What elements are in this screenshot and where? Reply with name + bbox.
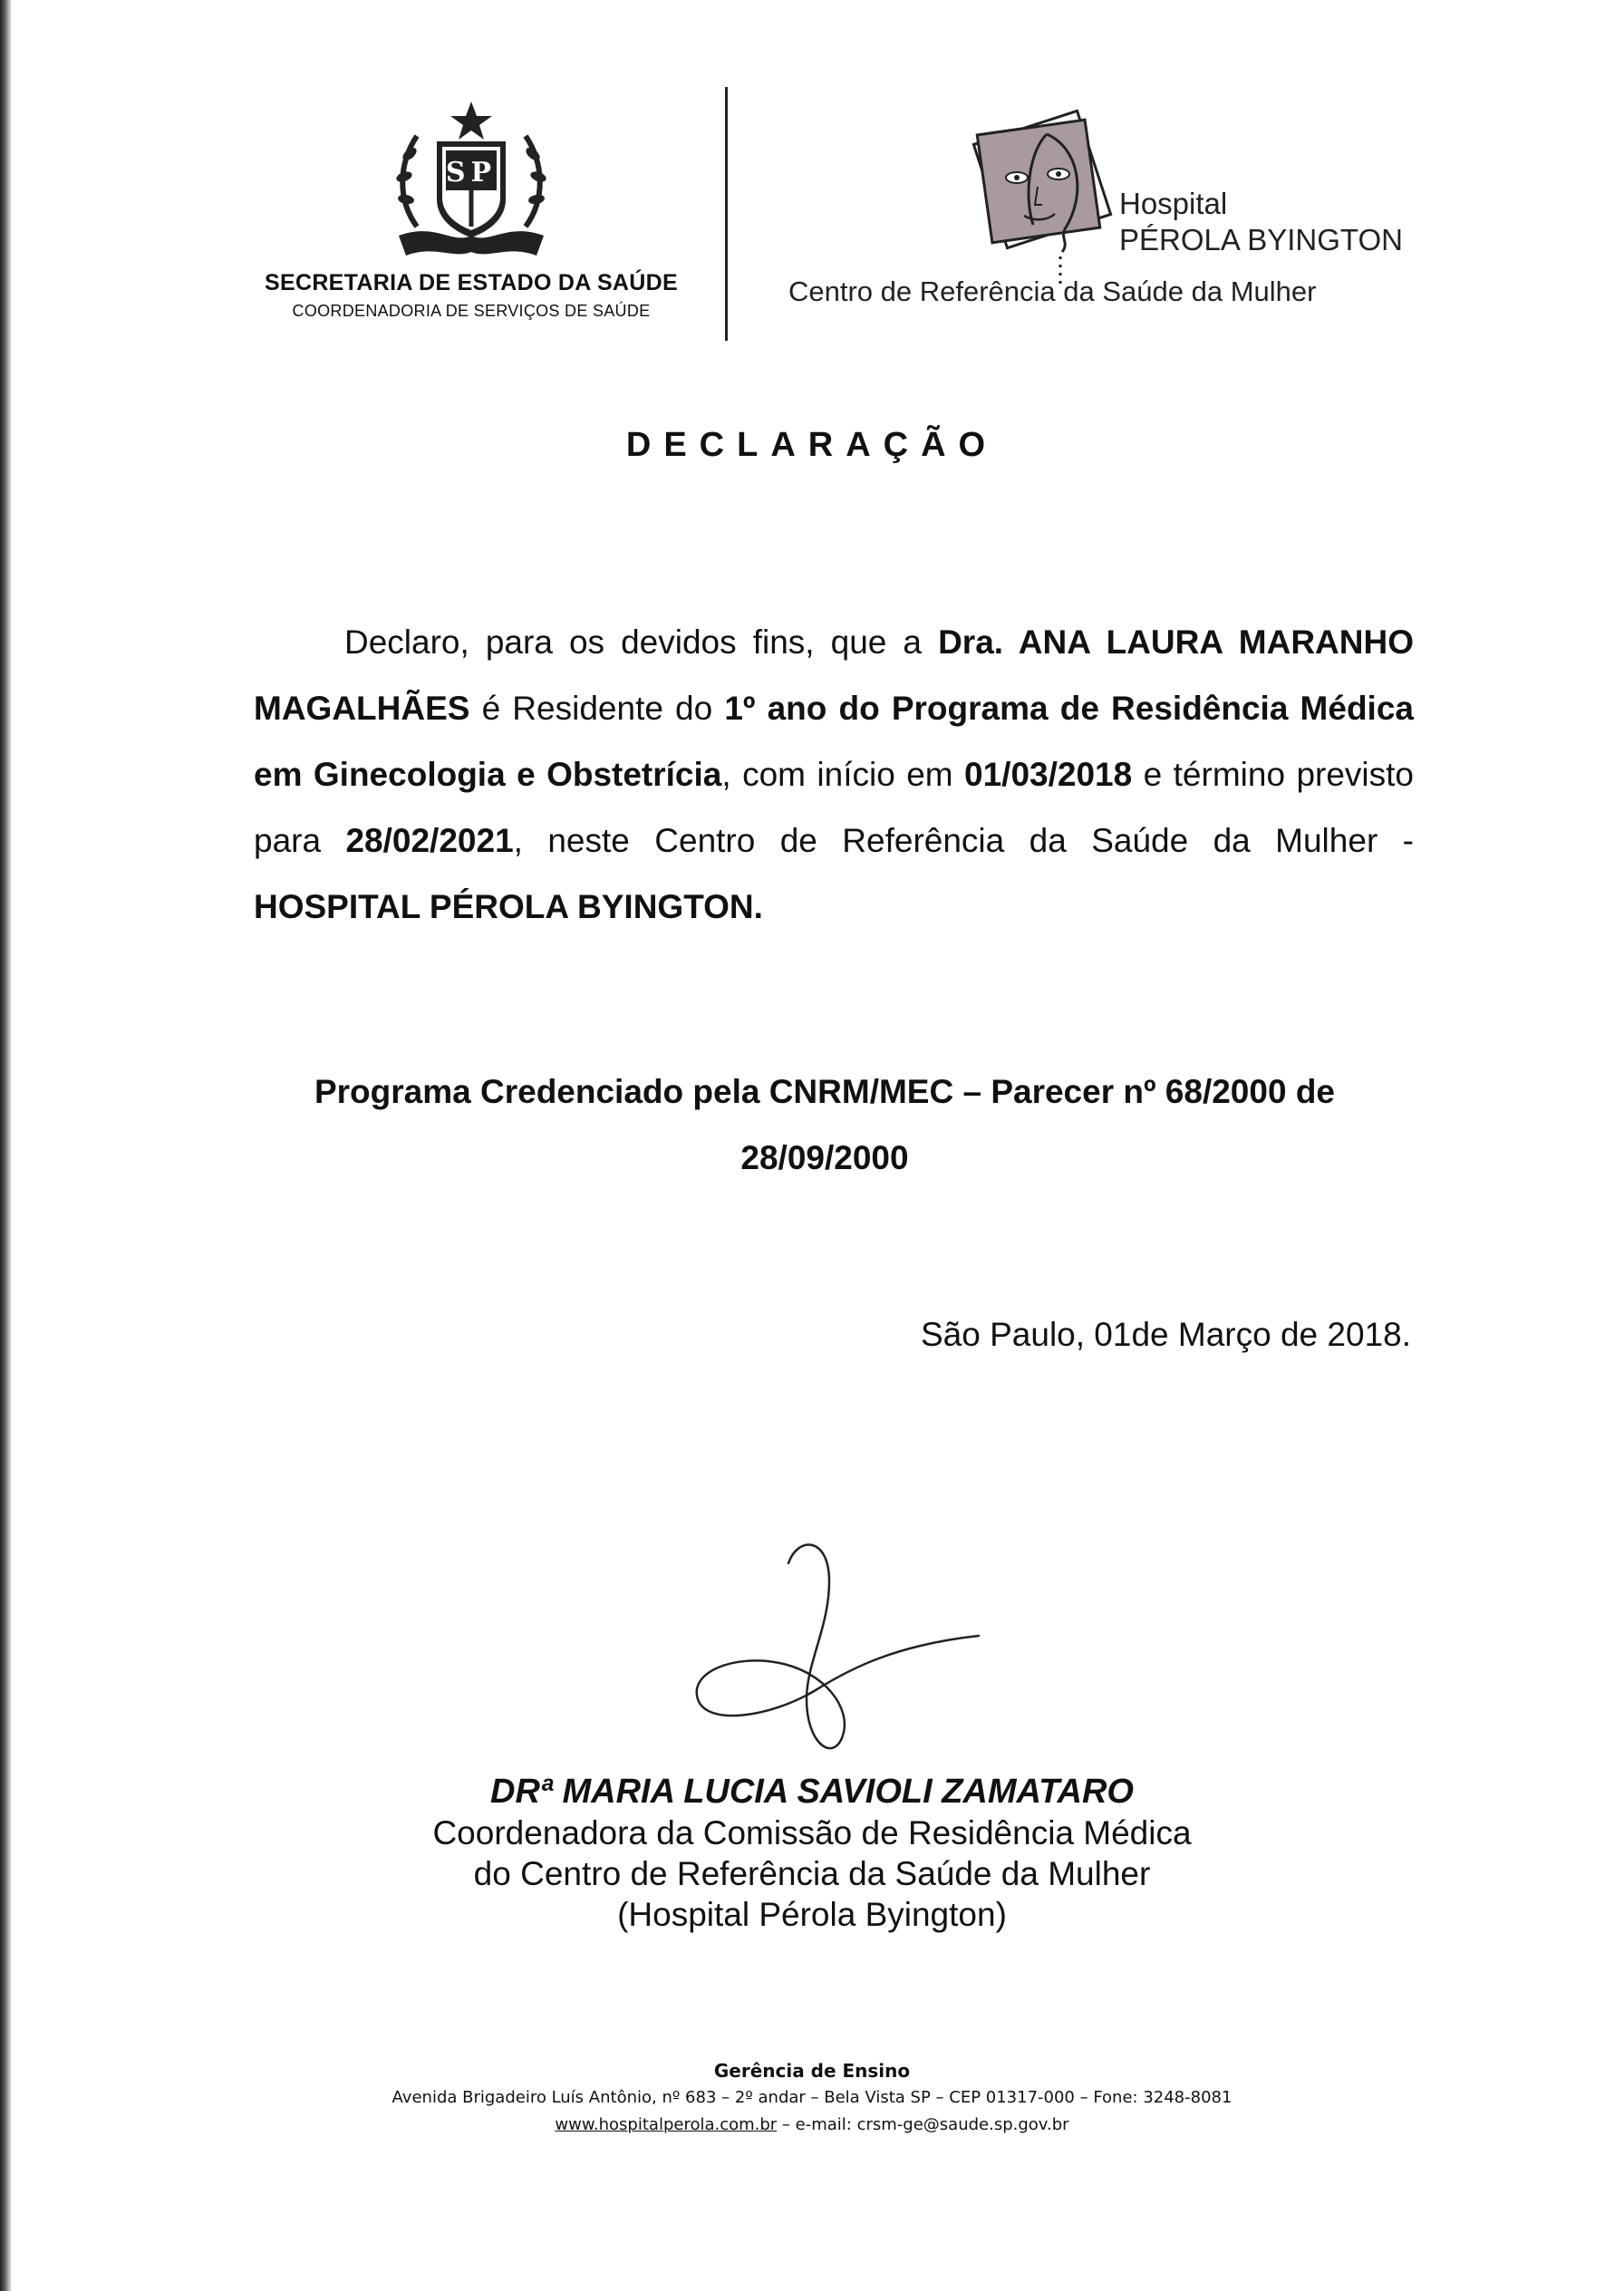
hospital-name-line2: PÉROLA BYINGTON	[1119, 223, 1403, 256]
hospital-name	[1119, 186, 1403, 258]
footer-email-prefix: – e-mail:	[777, 2115, 857, 2134]
para-text-1: Declaro, para os devidos fins, que a	[344, 624, 939, 661]
footer	[0, 2057, 1624, 2139]
para-program: 1º ano do Programa de Residência Médica em Ginecologia e Obstetrícia	[254, 690, 1414, 793]
footer-title: Gerência de Ensino	[713, 2060, 911, 2082]
signatory-name: DRª MARIA LUCIA SAVIOLI ZAMATARO	[490, 1773, 1134, 1811]
para-text-2: é Residente do	[469, 690, 725, 727]
sp-coordenadoria-subtitle: COORDENADORIA DE SERVIÇOS DE SAÚDE	[292, 302, 651, 320]
footer-address: Avenida Brigadeiro Luís Antônio, nº 683 – 2º andar – Bela Vista SP – CEP 01317-000 – Fone: 3248-8081	[392, 2088, 1232, 2107]
sp-header	[245, 100, 698, 321]
program-line-2: 28/09/2000	[740, 1139, 909, 1176]
scan-edge-shadow	[0, 0, 11, 2291]
para-text-3: , com início em	[721, 756, 965, 793]
para-text-4: e término previsto para	[254, 756, 1414, 859]
footer-website-link[interactable]: www.hospitalperola.com.br	[555, 2115, 778, 2134]
declaration-paragraph	[254, 609, 1414, 940]
para-hospital: HOSPITAL PÉROLA BYINGTON.	[254, 888, 763, 925]
hospital-perola-logo-icon	[961, 107, 1142, 288]
sp-secretaria-title: SECRETARIA DE ESTADO DA SAÚDE	[265, 270, 678, 295]
footer-contact	[0, 2112, 1624, 2139]
program-line-1: Programa Credenciado pela CNRM/MEC – Parecer nº 68/2000 de	[314, 1073, 1335, 1110]
hospital-name-line1: Hospital	[1119, 187, 1228, 220]
document-title: DECLARAÇÃO	[625, 426, 999, 464]
program-accreditation	[181, 1058, 1468, 1191]
signatory-role-line3: (Hospital Pérola Byington)	[617, 1896, 1007, 1933]
footer-email[interactable]: crsm-ge@saude.sp.gov.br	[856, 2115, 1069, 2134]
signatory-role-line1: Coordenadora da Comissão de Residência Médica	[432, 1814, 1192, 1851]
signatory-block	[0, 1772, 1624, 1935]
para-start-date: 01/03/2018	[964, 756, 1133, 793]
handwritten-signature	[671, 1527, 997, 1772]
sp-coat-of-arms-emblem	[381, 100, 562, 263]
sp-emblem-letters: SP	[445, 157, 498, 188]
para-end-date: 28/02/2021	[345, 822, 514, 859]
hospital-tagline: Centro de Referência da Saúde da Mulher	[788, 276, 1317, 307]
signatory-role-line2: do Centro de Referência da Saúde da Mulher	[473, 1855, 1151, 1892]
place-date: São Paulo, 01de Março de 2018.	[921, 1316, 1411, 1353]
para-doctor-name: Dra. ANA LAURA MARANHO MAGALHÃES	[254, 624, 1414, 727]
header-divider	[725, 87, 728, 341]
para-text-5: , neste Centro de Referência da Saúde da Mulher -	[513, 822, 1414, 859]
